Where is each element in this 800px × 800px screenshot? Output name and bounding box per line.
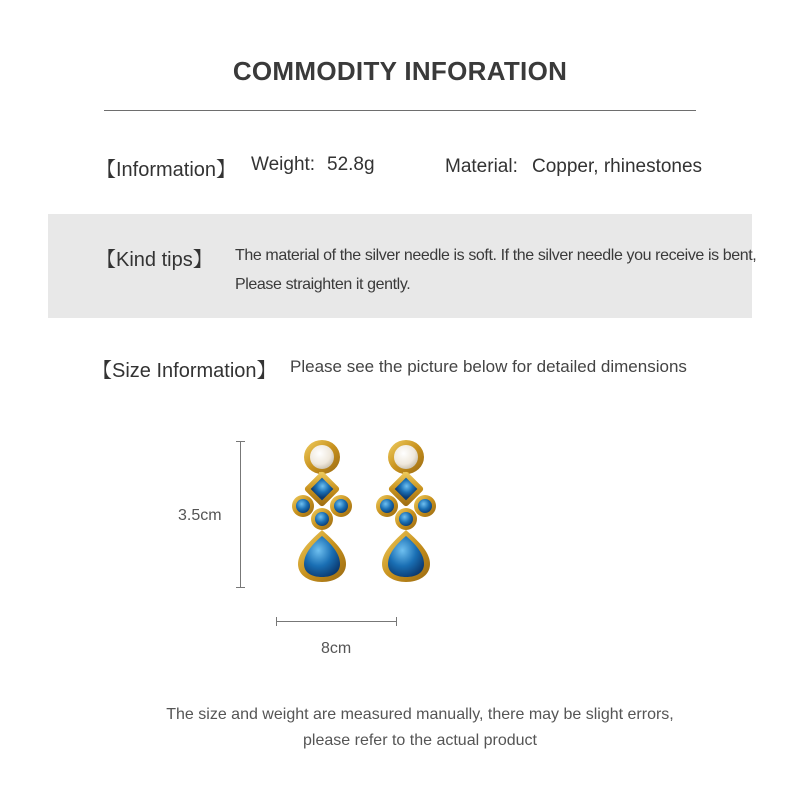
kind-tips-line-1: The material of the silver needle is soft. If the silver needle you receive is bent, <box>235 247 757 264</box>
page-title: COMMODITY INFORATION <box>232 56 568 86</box>
width-tick-right <box>396 617 397 626</box>
disclaimer-line-1: The size and weight are measured manually, there may be slight errors, <box>166 706 674 723</box>
left-earring <box>292 440 352 582</box>
width-tick-left <box>276 617 277 626</box>
material-value: Copper, rhinestones <box>532 156 703 177</box>
size-information-text: Please see the picture below for detailed dimensions <box>290 357 687 376</box>
size-information-label: 【Size Information】 <box>92 360 277 382</box>
height-dimension-line <box>240 441 241 588</box>
earrings-product-image <box>280 436 450 582</box>
kind-tips-label: 【Kind tips】 <box>96 249 213 271</box>
information-label: 【Information】 <box>96 159 237 181</box>
height-label: 3.5cm <box>178 507 222 524</box>
width-label: 8cm <box>321 640 352 657</box>
width-dimension-line <box>276 621 397 622</box>
weight-value: 52.8g <box>327 154 375 175</box>
height-tick-top <box>236 441 245 442</box>
title-divider <box>104 110 696 111</box>
disclaimer <box>0 702 800 754</box>
height-tick-bottom <box>236 587 245 588</box>
weight-label: Weight: <box>251 154 316 175</box>
right-earring <box>376 440 436 582</box>
disclaimer-line-2: please refer to the actual product <box>303 732 537 749</box>
kind-tips-line-2: Please straighten it gently. <box>235 276 411 293</box>
material-label: Material: <box>445 156 518 177</box>
